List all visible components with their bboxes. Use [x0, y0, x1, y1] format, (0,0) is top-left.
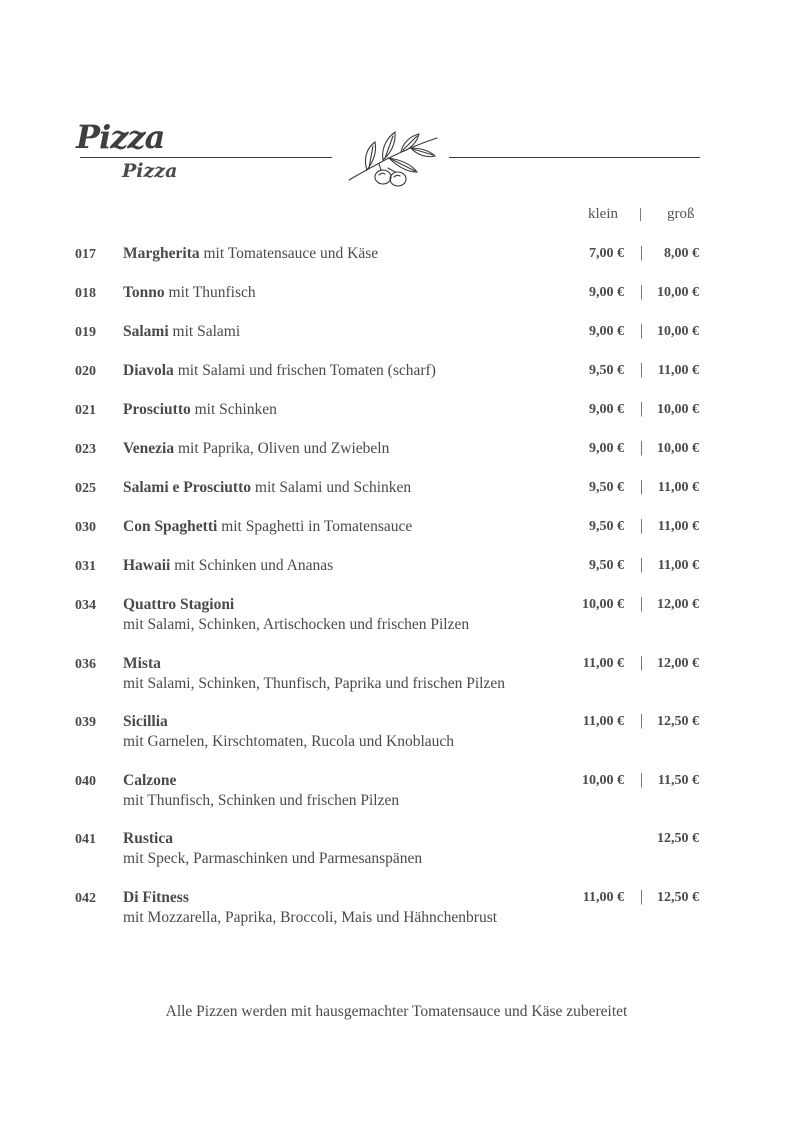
price-separator: |: [640, 439, 644, 456]
footer-note: Alle Pizzen werden mit hausgemachter Tomatensauce und Käse zubereitet: [165, 1003, 628, 1020]
price-large: 11,00 €: [657, 480, 699, 495]
price-separator: |: [640, 283, 644, 300]
item-name: [123, 440, 389, 458]
menu-item: [0, 889, 793, 929]
price-large: 11,00 €: [657, 519, 699, 534]
menu-item: [0, 362, 793, 402]
column-header-small: klein: [588, 206, 618, 222]
item-name-text: Diavola: [123, 362, 174, 379]
item-number: 017: [75, 247, 96, 262]
price-separator: |: [640, 556, 644, 573]
item-description: mit Speck, Parmaschinken und Parmesanspänen: [123, 850, 423, 867]
divider-right: [449, 157, 700, 158]
item-name: [123, 557, 333, 575]
item-number: 021: [75, 403, 96, 418]
item-name-text: Con Spaghetti: [123, 518, 218, 535]
price-large: 8,00 €: [664, 246, 699, 261]
price-separator: |: [640, 400, 644, 417]
price-large: 10,00 €: [657, 402, 699, 417]
item-name-text: Mista: [123, 654, 161, 672]
price-separator: |: [640, 322, 644, 339]
item-description: mit Salami: [172, 323, 241, 340]
olive-branch-icon: [345, 128, 440, 190]
item-name: [123, 772, 176, 790]
price-separator: |: [640, 770, 644, 788]
item-number: 040: [75, 773, 96, 789]
menu-item: [0, 401, 793, 441]
item-number: 018: [75, 286, 96, 301]
menu-item: [0, 245, 793, 285]
price-separator: |: [640, 478, 644, 495]
price-separator: |: [640, 887, 644, 905]
item-name-text: Sicillia: [123, 713, 168, 730]
item-name-text: Hawaii: [123, 557, 171, 574]
item-name: [123, 830, 173, 848]
price-large: 12,50 €: [657, 714, 699, 729]
item-name: [123, 284, 256, 302]
item-number: 036: [75, 656, 96, 672]
item-name-text: Salami e Prosciutto: [123, 479, 252, 496]
item-description: mit Mozzarella, Paprika, Broccoli, Mais und Hähnchenbrust: [123, 908, 498, 926]
price-large: 10,00 €: [657, 441, 699, 456]
item-name-text: Tonno: [123, 284, 165, 301]
price-large: 10,00 €: [657, 285, 699, 300]
item-name-text: Prosciutto: [123, 401, 191, 418]
item-name: [123, 655, 161, 673]
price-separator: |: [640, 712, 644, 729]
price-separator: |: [640, 244, 644, 261]
price-small: 9,00 €: [589, 441, 624, 456]
item-name: [123, 401, 277, 419]
item-description: mit Salami, Schinken, Artischocken und frischen Pilzen: [123, 616, 470, 633]
item-description: mit Schinken und Ananas: [174, 557, 334, 574]
item-number: 039: [75, 715, 96, 730]
price-large: 12,50 €: [657, 889, 699, 905]
item-number: 034: [75, 598, 96, 613]
page-title: Pizza: [76, 118, 165, 156]
item-description: mit Spaghetti in Tomatensauce: [221, 518, 413, 535]
menu-item: [0, 440, 793, 480]
price-separator: |: [640, 653, 644, 671]
item-name: [123, 323, 240, 341]
item-name: [123, 518, 412, 536]
column-header-separator: |: [639, 206, 643, 222]
item-name: [123, 713, 168, 731]
price-separator: |: [640, 361, 644, 378]
item-name-text: Rustica: [123, 830, 173, 847]
divider-left: [80, 157, 332, 158]
item-number: 042: [75, 890, 96, 906]
item-number: 020: [75, 364, 96, 379]
item-name-text: Calzone: [123, 771, 177, 789]
price-small: 10,00 €: [582, 597, 624, 612]
item-name-text: Salami: [123, 323, 169, 340]
item-number: 041: [75, 832, 96, 847]
price-small: 9,50 €: [589, 558, 624, 573]
item-description: mit Schinken: [194, 401, 277, 418]
price-small: 11,00 €: [582, 655, 624, 671]
item-description: mit Tomatensauce und Käse: [203, 245, 379, 262]
item-number: 023: [75, 442, 96, 457]
price-small: 9,00 €: [589, 285, 624, 300]
item-name-text: Quattro Stagioni: [123, 596, 235, 613]
item-name: [123, 245, 378, 263]
item-name: [123, 596, 234, 614]
price-small: 10,00 €: [582, 772, 624, 788]
menu-item: [0, 713, 793, 753]
item-name: [123, 479, 411, 497]
item-description: mit Thunfisch: [168, 284, 256, 301]
menu-item: [0, 518, 793, 558]
price-small: 7,00 €: [589, 246, 624, 261]
price-small: 11,00 €: [582, 889, 624, 905]
price-large: 11,50 €: [657, 772, 699, 788]
page-subtitle: Pizza: [122, 160, 178, 182]
menu-item: [0, 772, 793, 812]
menu-item: [0, 830, 793, 870]
menu-item: [0, 479, 793, 519]
price-large: 12,00 €: [657, 655, 699, 671]
item-number: 031: [75, 559, 96, 574]
item-description: mit Thunfisch, Schinken und frischen Pilzen: [123, 791, 400, 809]
price-small: 9,50 €: [589, 480, 624, 495]
item-number: 019: [75, 325, 96, 340]
item-description: mit Salami und frischen Tomaten (scharf): [177, 362, 436, 379]
price-large: 12,50 €: [657, 831, 699, 846]
menu-item: [0, 323, 793, 363]
item-name: [123, 362, 436, 380]
price-separator: |: [640, 517, 644, 534]
menu-item: [0, 655, 793, 695]
price-small: 9,50 €: [589, 519, 624, 534]
item-name-text: Margherita: [123, 245, 200, 262]
price-large: 12,00 €: [657, 597, 699, 612]
item-number: 030: [75, 520, 96, 535]
price-large: 11,00 €: [657, 558, 699, 573]
item-description: mit Paprika, Oliven und Zwiebeln: [177, 440, 390, 457]
column-header-large: groß: [667, 206, 695, 222]
item-name-text: Venezia: [123, 440, 175, 457]
item-description: mit Salami und Schinken: [254, 479, 412, 496]
item-name-text: Di Fitness: [123, 888, 189, 906]
price-small: 9,00 €: [589, 402, 624, 417]
price-small: 11,00 €: [582, 714, 624, 729]
menu-item: [0, 596, 793, 636]
price-large: 11,00 €: [657, 363, 699, 378]
price-large: 10,00 €: [657, 324, 699, 339]
item-number: 025: [75, 481, 96, 496]
price-separator: |: [640, 595, 644, 612]
price-small: 9,50 €: [589, 363, 624, 378]
item-description: mit Salami, Schinken, Thunfisch, Paprika und frischen Pilzen: [123, 674, 505, 692]
menu-item: [0, 284, 793, 324]
item-description: mit Garnelen, Kirschtomaten, Rucola und Knoblauch: [123, 733, 455, 750]
item-name: [123, 889, 189, 907]
menu-item: [0, 557, 793, 597]
price-small: 9,00 €: [589, 324, 624, 339]
